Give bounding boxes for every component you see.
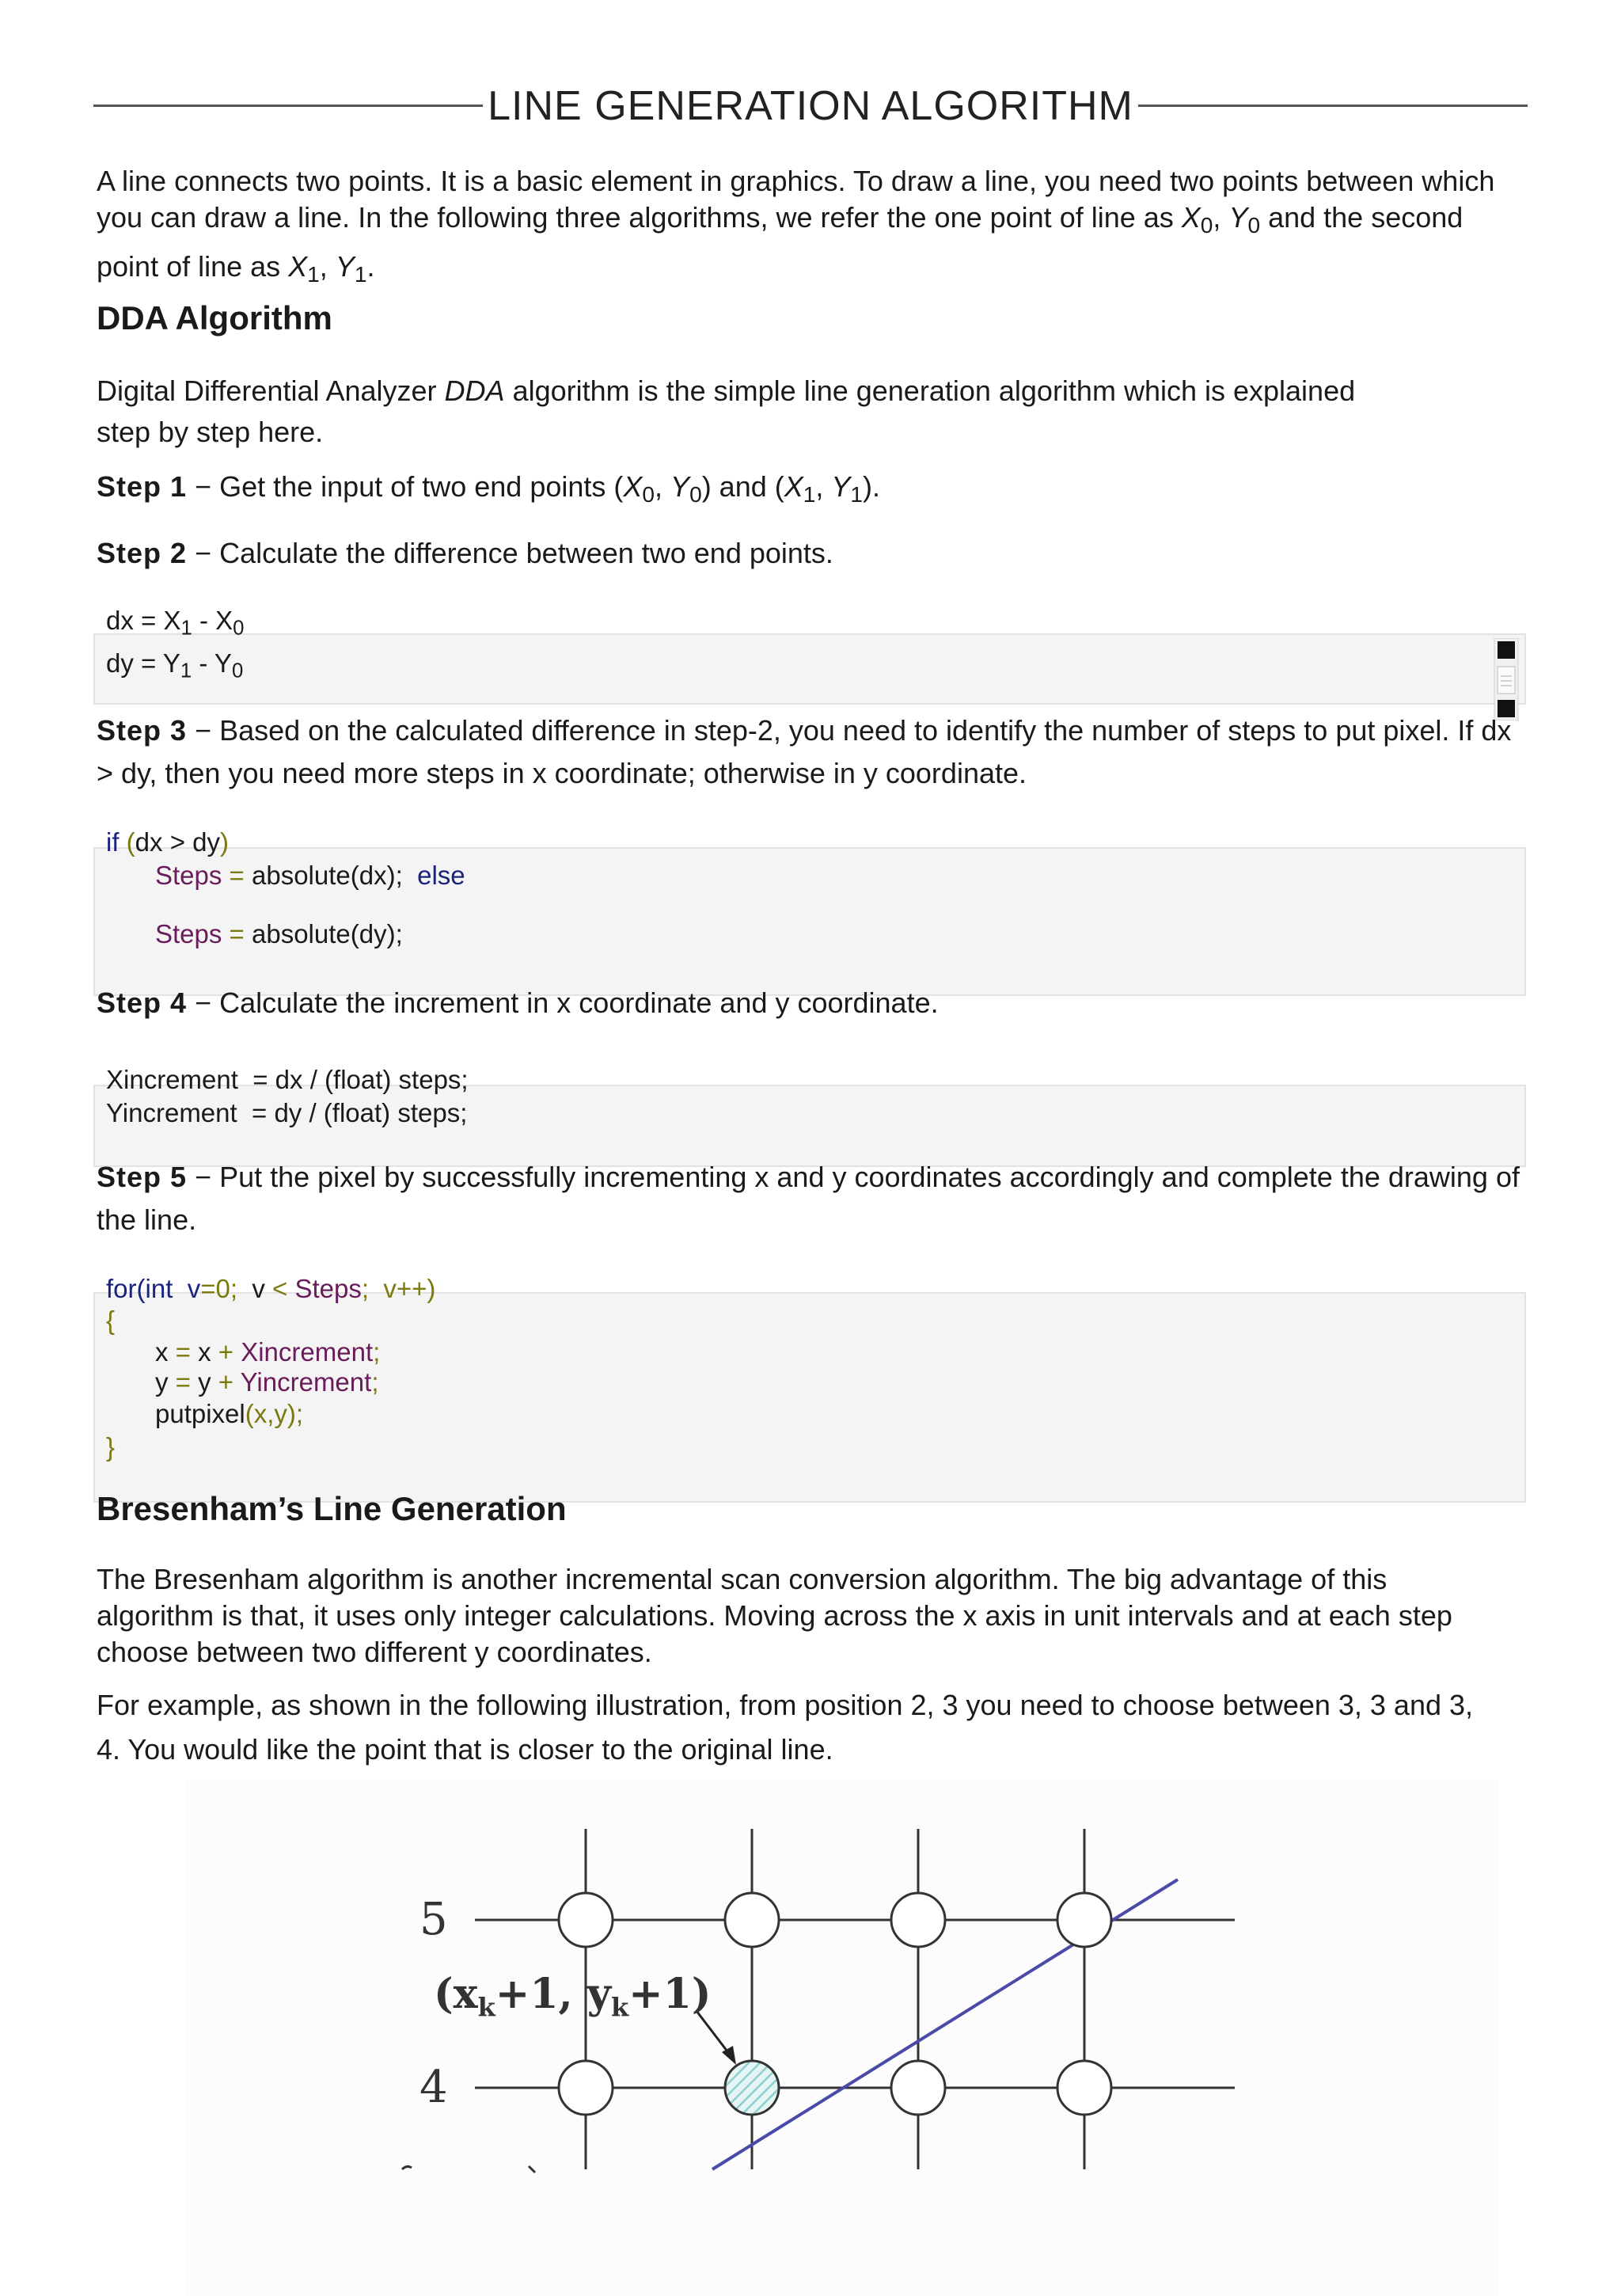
code-dx-line: dx = $X_1 - X_0$ [106, 606, 245, 640]
code-if-line: if (dx > dy) [106, 827, 229, 857]
intro-line-2: you can draw a line. In the following three algorithms, we refer the one point of line as $X_0$, $Y_0$ and the second [97, 201, 1463, 238]
pixel-circle [559, 2061, 613, 2115]
dda-heading: DDA Algorithm [97, 299, 332, 336]
highlighted-pixel-circle [725, 2061, 779, 2115]
cropped-label-fragment [402, 2166, 412, 2169]
code-y-line: y = y + Yincrement; [155, 1367, 379, 1397]
code-steps-dy-line: Steps = absolute(dy); [155, 919, 403, 948]
row-label-5: 5 [419, 1894, 448, 1945]
bresenham-paragraph-1: The Bresenham algorithm is another incremental scan conversion algorithm. The big advantage of this algorithm is that, it uses only integer calculations. Moving across the x axis in unit intervals and at each step choose between two different y coordinates. [97, 1563, 1452, 1668]
step-3: Step 3 − Based on the calculated difference in step-2, you need to identify the number of steps to put pixel. If dx > dy, then you need more steps in x coordinate; otherwise in y coordinate. [97, 714, 1512, 789]
step-1: Step 1 − Get the input of two end points ($X_0$, $Y_0$) and ($X_1$, $Y_1$). [97, 470, 881, 507]
step-4: Step 4 − Calculate the increment in x coordinate and y coordinate. [97, 986, 939, 1019]
intro-line-3: point of line as $X_1$, $Y_1$. [97, 250, 375, 287]
code-x-line: x = x + Xincrement; [155, 1337, 381, 1367]
code-dy-line: dy = $Y_1 - Y_0$ [106, 648, 244, 682]
bresenham-paragraph-2: For example, as shown in the following illustration, from position 2, 3 you need to choose between 3, 3 and 3, 4. You would like the point that is closer to the original line. [97, 1689, 1474, 1766]
pixel-circle [1057, 1893, 1111, 1947]
dda-description: Digital Differential Analyzer DDA algorithm is the simple line generation algorithm which is explained step by step here. [97, 374, 1356, 448]
pixel-circle [725, 1893, 779, 1947]
bresenham-heading: Bresenham’s Line Generation [97, 1490, 567, 1527]
cropped-label-fragment [529, 2166, 535, 2172]
point-annotation: (xk+1, yk+1) [434, 1970, 712, 2022]
code-brace-open: { [106, 1306, 116, 1335]
pixel-circle [1057, 2061, 1111, 2115]
code-steps-dx-line: Steps = absolute(dx); else [155, 861, 465, 890]
code-xincrement-line: Xincrement = dx / (float) steps; [106, 1065, 469, 1094]
code-for-line: for(int v=0; v < Steps; v++) [106, 1274, 436, 1303]
pixel-circle [891, 1893, 945, 1947]
code-brace-close: } [106, 1432, 116, 1462]
pixel-circle [891, 2061, 945, 2115]
step-2: Step 2 − Calculate the difference between two end points. [97, 537, 833, 569]
code-putpixel-line: putpixel(x,y); [155, 1399, 304, 1428]
code-yincrement-line: Yincrement = dy / (float) steps; [106, 1098, 468, 1127]
step-5: Step 5 − Put the pixel by successfully incrementing x and y coordinates accordingly and complete the drawing of the line. [97, 1161, 1520, 1236]
pixel-circle [559, 1893, 613, 1947]
row-label-4: 4 [419, 2062, 448, 2113]
intro-line-1: A line connects two points. It is a basic element in graphics. To draw a line, you need two points between which [97, 165, 1495, 197]
page-title: LINE GENERATION ALGORITHM [0, 82, 1621, 130]
